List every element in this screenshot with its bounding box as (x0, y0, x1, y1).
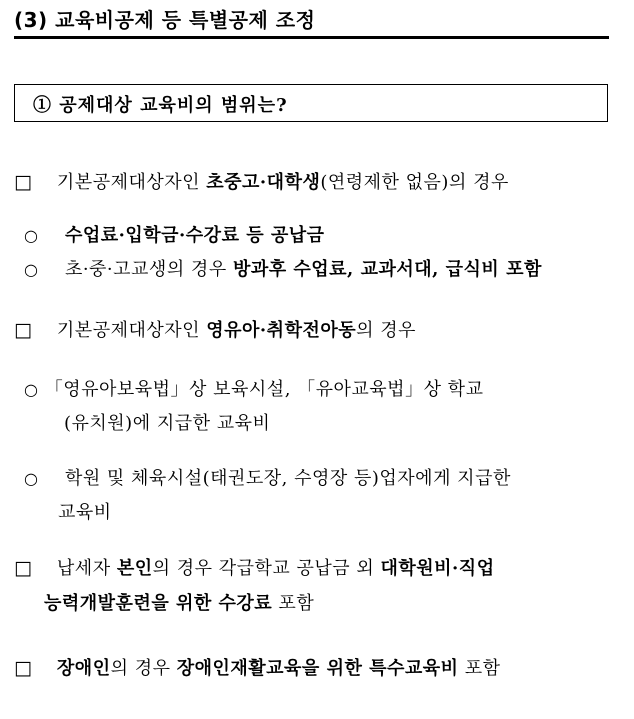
item-text: 의 경우 각급학교 공납금 외 (152, 558, 381, 579)
question-box (14, 84, 608, 122)
subitem-childcare (24, 375, 483, 401)
square-bullet-icon: □ (14, 319, 33, 341)
subitem-text: 「영유아보육법」상 보육시설, 「유아교육법」상 학교 (44, 379, 484, 400)
circle-bullet-icon: ○ (24, 469, 39, 488)
subitem-academy (24, 464, 511, 490)
item-school-students (14, 168, 509, 194)
item-taxpayer-self-continued (44, 589, 314, 615)
section-title: (3) 교육비공제 등 특별공제 조정 (14, 8, 316, 32)
subitem-bold-text: 수업료·입학금·수강료 등 공납금 (64, 225, 325, 246)
subitem-text: 학원 및 체육시설(태권도장, 수영장 등)업자에게 지급한 (64, 468, 511, 489)
item-preschool (14, 316, 416, 342)
square-bullet-icon: □ (14, 171, 33, 193)
item-bold-text: 능력개발훈련을 위한 수강료 (44, 593, 273, 614)
subitem-childcare-continued: (유치원)에 지급한 교육비 (64, 413, 271, 434)
circle-bullet-icon: ○ (24, 380, 39, 399)
item-text: (연령제한 없음)의 경우 (320, 172, 509, 193)
item-text: 기본공제대상자인 (56, 172, 207, 193)
item-taxpayer-self (14, 554, 495, 580)
circle-bullet-icon: ○ (24, 226, 39, 245)
item-bold-text: 장애인 (56, 658, 111, 679)
subitem-academy-continued: 교육비 (58, 502, 112, 523)
subitem-text: 초·중·고교생의 경우 (64, 259, 233, 280)
item-bold-text: 장애인재활교육을 위한 특수교육비 (176, 658, 459, 679)
item-text: 포함 (272, 593, 315, 614)
title-underline (14, 36, 609, 39)
square-bullet-icon: □ (14, 657, 33, 679)
item-disabled (14, 654, 501, 680)
item-text: 기본공제대상자인 (56, 320, 207, 341)
subitem-bold-text: 방과후 수업료, 교과서대, 급식비 포함 (232, 259, 542, 280)
square-bullet-icon: □ (14, 557, 33, 579)
item-text: 의 경우 (110, 658, 177, 679)
item-bold-text: 초중고·대학생 (206, 172, 321, 193)
subitem-after-school (24, 255, 542, 281)
item-text: 납세자 (56, 558, 117, 579)
item-bold-text: 대학원비·직업 (380, 558, 495, 579)
question-text: ① 공제대상 교육비의 범위는? (33, 95, 288, 116)
item-text: 포함 (458, 658, 501, 679)
item-text: 의 경우 (356, 320, 417, 341)
item-bold-text: 영유아·취학전아동 (206, 320, 357, 341)
subitem-tuition (24, 221, 325, 247)
circle-bullet-icon: ○ (24, 260, 39, 279)
item-bold-text: 본인 (116, 558, 153, 579)
